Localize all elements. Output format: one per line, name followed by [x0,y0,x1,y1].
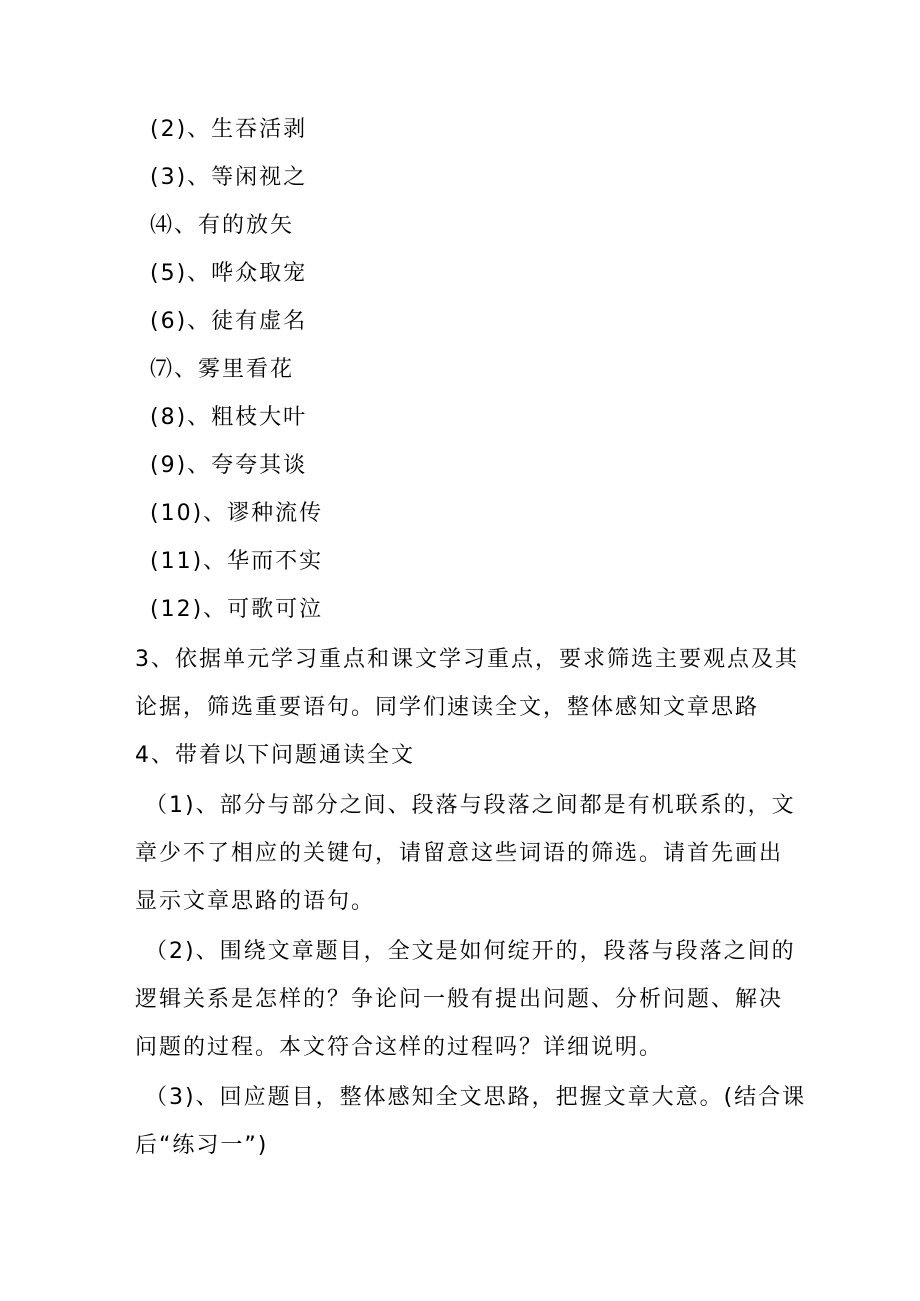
question1-line3: 显示文章思路的语句。 [135,889,376,914]
question3-line2: 后“练习一”) [135,1133,269,1158]
idiom-item: (11)、华而不实 [150,549,324,574]
item3-text-line2: 论据，筛选重要语句。同学们速读全文，整体感知文章思路 [135,695,760,720]
question1-line1: （1)、部分与部分之间、段落与段落之间都是有机联系的，文 [145,793,796,818]
item3-text-line1: 3、依据单元学习重点和课文学习重点，要求筛选主要观点及其 [135,647,799,672]
idiom-item: (5)、哗众取宠 [150,261,308,286]
idiom-item: (12)、可歌可泣 [150,597,324,622]
idiom-item: ⑷、有的放矢 [150,213,295,238]
idiom-item: ⑺、雾里看花 [150,357,295,382]
item4-heading: 4、带着以下问题通读全文 [135,743,415,768]
question1-line2: 章少不了相应的关键句，请留意这些词语的筛选。请首先画出 [135,841,784,866]
idiom-item: (8)、粗枝大叶 [150,405,308,430]
idiom-item: (10)、谬种流传 [150,501,324,526]
idiom-item: (2)、生吞活剥 [150,117,308,142]
idiom-item: (3)、等闲视之 [150,165,308,190]
question2-line3: 问题的过程。本文符合这样的过程吗？详细说明。 [135,1035,664,1060]
idiom-item: (9)、夸夸其谈 [150,453,308,478]
idiom-item: (6)、徒有虚名 [150,309,308,334]
question3-line1: （3)、回应题目，整体感知全文思路，把握文章大意。(结合课 [145,1085,807,1110]
question2-line1: （2)、围绕文章题目，全文是如何绽开的，段落与段落之间的 [145,939,796,964]
question2-line2: 逻辑关系是怎样的？争论问一般有提出问题、分析问题、解决 [135,987,784,1012]
